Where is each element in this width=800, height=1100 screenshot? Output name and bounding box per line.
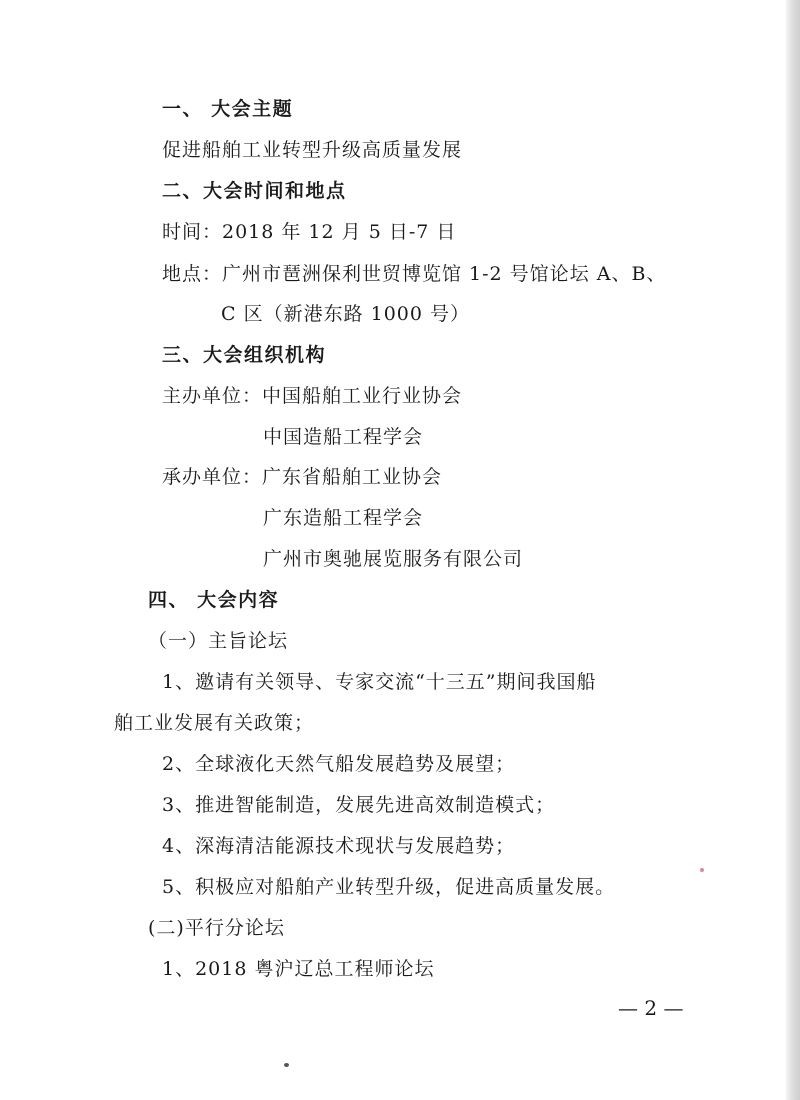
section-heading-content: 四、 大会内容 [148,589,280,611]
section-heading-theme: 一、 大会主题 [162,98,294,120]
content-item: 1、邀请有关领导、专家交流“十三五”期间我国船 [162,671,597,693]
organizer-unit-line: 广州市奥驰展览服务有限公司 [263,548,524,570]
content-item: 2、全球液化天然气船发展趋势及展望； [162,753,516,775]
content-item: 5、积极应对船舶产业转型升级，促进高质量发展。 [162,876,616,898]
organizer-unit-line: 承办单位：广东省船舶工业协会 [162,466,443,488]
place-text-continued: C 区（新港东路 1000 号） [221,303,471,325]
subsection-keynote-forum: （一）主旨论坛 [148,630,289,652]
section-heading-organizers: 三、大会组织机构 [162,344,327,366]
scan-edge-shadow [786,0,800,1100]
host-unit-line: 中国造船工程学会 [263,426,424,448]
content-item: 4、深海清洁能源技术现状与发展趋势； [162,835,516,857]
page-number: — 2 — [618,996,684,1020]
content-item: 3、推进智能制造，发展先进高效制造模式； [162,794,556,816]
subsection-parallel-forums: (二)平行分论坛 [148,917,285,939]
section-heading-time-place: 二、大会时间和地点 [162,180,347,202]
scan-speck [284,1063,289,1067]
content-item-continued: 舶工业发展有关政策； [114,712,315,734]
theme-text: 促进船舶工业转型升级高质量发展 [162,139,463,161]
organizer-unit-line: 广东造船工程学会 [263,507,424,529]
content-item: 1、2018 粤沪辽总工程师论坛 [162,958,435,980]
place-text: 地点：广州市琶洲保利世贸博览馆 1-2 号馆论坛 A、B、 [162,263,667,285]
host-unit-line: 主办单位：中国船舶工业行业协会 [162,385,463,407]
time-text: 时间：2018 年 12 月 5 日-7 日 [162,221,457,243]
scan-speck [700,868,704,872]
